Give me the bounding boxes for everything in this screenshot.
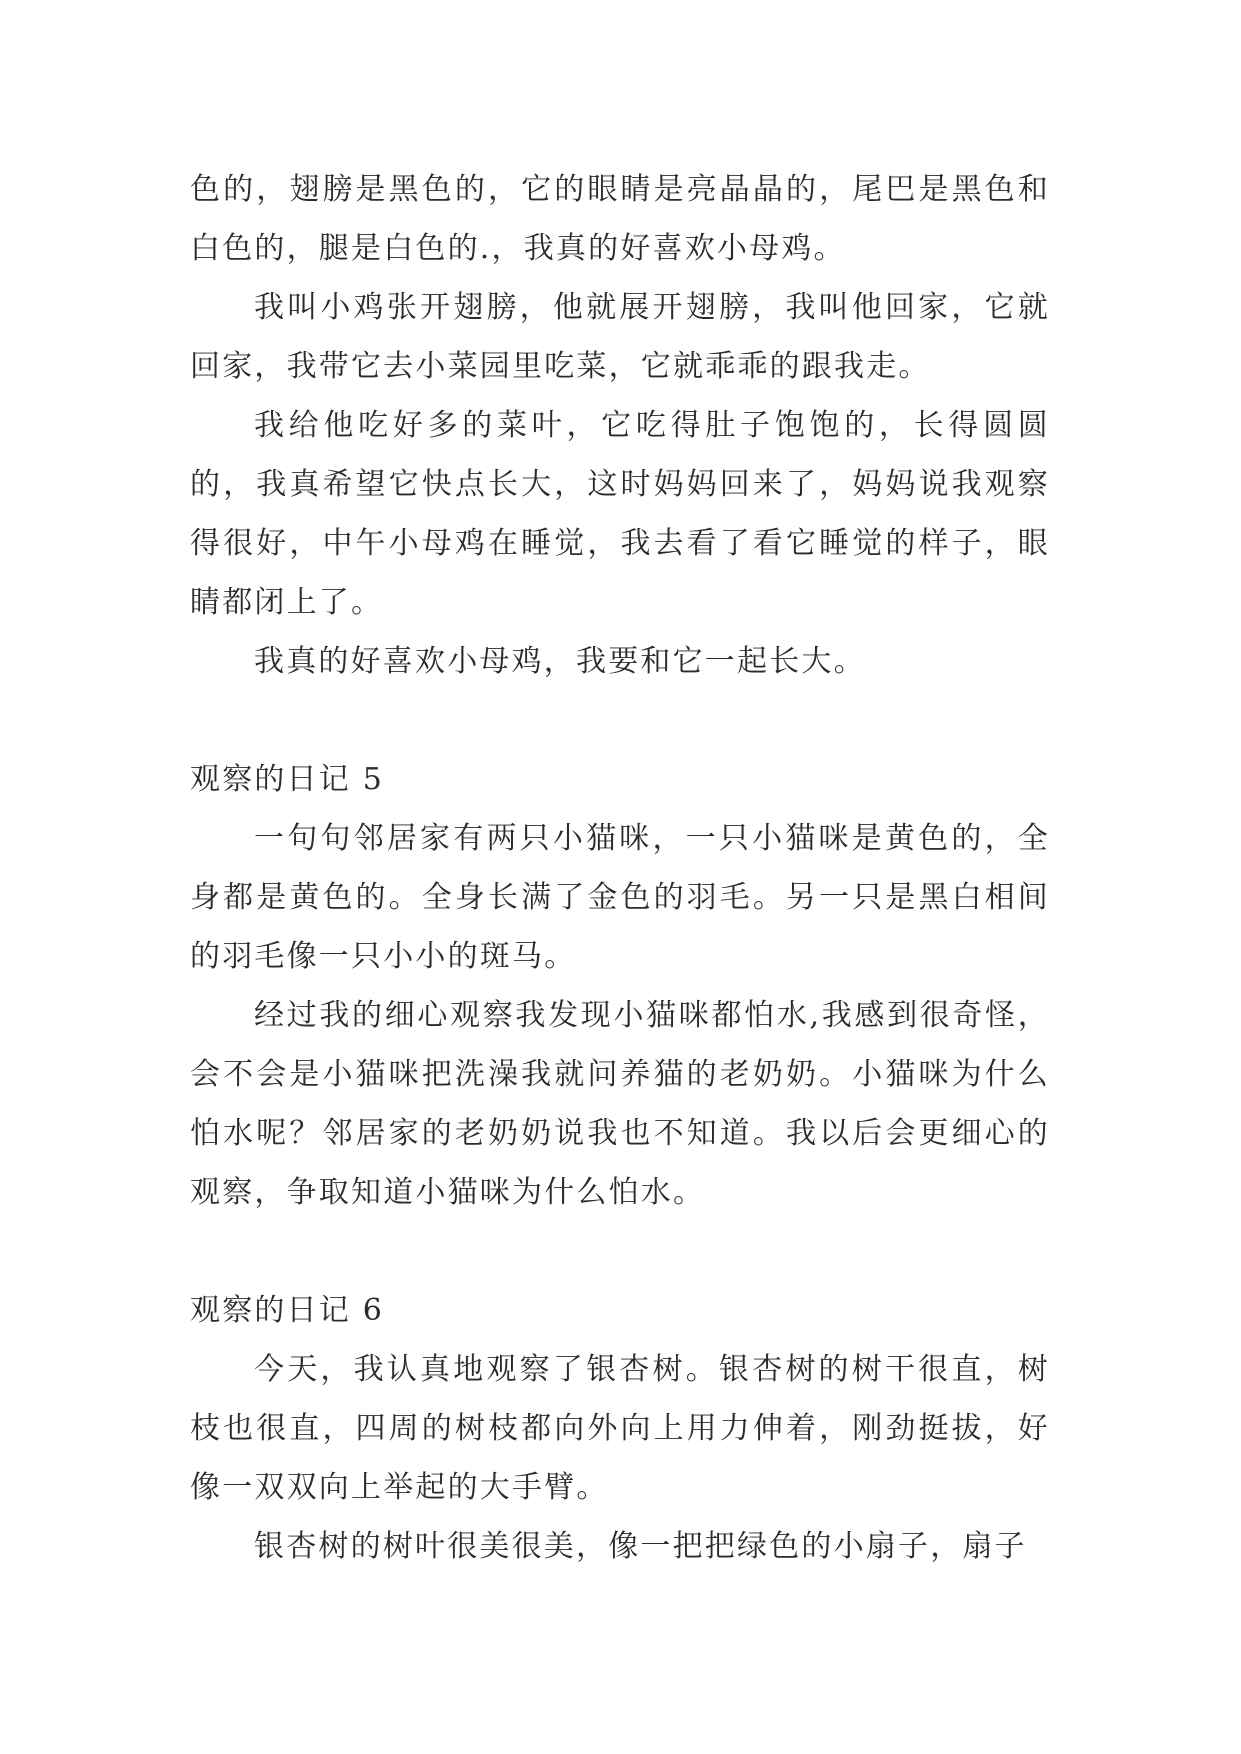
paragraph: 我真的好喜欢小母鸡，我要和它一起长大。: [254, 644, 866, 679]
paragraph: 经过我的细心观察我发现小猫咪都怕水,我感到很奇怪，会不会是小猫咪把洗澡我就问养猫的老奶奶。小猫咪为什么怕水呢？邻居家的老奶奶说我也不知道。我以后会更细心的观察，争取知道小猫咪为什么怕水。: [190, 998, 1050, 1210]
paragraph: 色的，翅膀是黑色的，它的眼睛是亮晶晶的，尾巴是黑色和白色的，腿是白色的.，我真的好喜欢小母鸡。: [190, 172, 1050, 266]
section-gap: [190, 1222, 1050, 1281]
section-gap: [190, 691, 1050, 750]
section-heading: 观察的日记 6: [190, 1293, 385, 1328]
paragraph: 一句句邻居家有两只小猫咪，一只小猫咪是黄色的，全身都是黄色的。全身长满了金色的羽毛。另一只是黑白相间的羽毛像一只小小的斑马。: [190, 821, 1050, 974]
paragraph: 银杏树的树叶很美很美，像一把把绿色的小扇子，扇子: [254, 1529, 1027, 1564]
paragraph: 我叫小鸡张开翅膀，他就展开翅膀，我叫他回家，它就回家，我带它去小菜园里吃菜，它就乖乖的跟我走。: [190, 290, 1050, 384]
section-heading: 观察的日记 5: [190, 762, 385, 797]
document-page: [190, 160, 1050, 1576]
paragraph: 今天，我认真地观察了银杏树。银杏树的树干很直，树枝也很直，四周的树枝都向外向上用力伸着，刚劲挺拔，好像一双双向上举起的大手臂。: [190, 1352, 1050, 1505]
paragraph: 我给他吃好多的菜叶，它吃得肚子饱饱的，长得圆圆的，我真希望它快点长大，这时妈妈回来了，妈妈说我观察得很好，中午小母鸡在睡觉，我去看了看它睡觉的样子，眼睛都闭上了。: [190, 408, 1050, 620]
